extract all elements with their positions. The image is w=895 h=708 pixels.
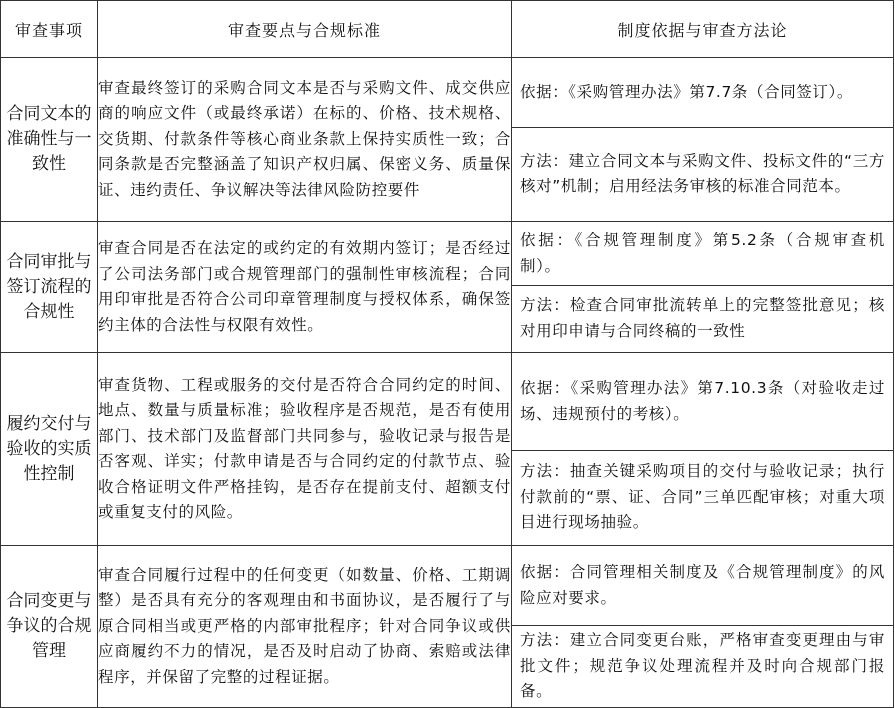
basis-text: 依据：《合规管理制度》第5.2条（合规审查机制）。 bbox=[512, 223, 893, 286]
review-points-cell: 审查货物、工程或服务的交付是否符合合同约定的时间、地点、数量与质量标准；验收程序是否规范，是否有使用部门、技术部门及监督部门共同参与，验收记录与报告是否客观、详实；付款申请是否与合同约定的付款节点、验收合格证明文件严格挂钩，是否存在提前支付、超额支付或重复支付的风险。 bbox=[98, 353, 512, 546]
header-basis-method: 制度依据与审查方法论 bbox=[512, 1, 894, 58]
review-item-cell: 合同文本的准确性与一致性 bbox=[1, 58, 98, 222]
review-points-cell: 审查合同履行过程中的任何变更（如数量、价格、工期调整）是否具有充分的客观理由和书面协议，是否履行了与原合同相当或更严格的内部审批程序；针对合同争议或供应商履约不力的情况，是否及时启动了协商、索赔或法律程序，并保留了完整的过程证据。 bbox=[98, 546, 512, 708]
basis-method-cell bbox=[512, 353, 894, 546]
table-row bbox=[1, 546, 894, 708]
review-points-cell: 审查最终签订的采购合同文本是否与采购文件、成交供应商的响应文件（或最终承诺）在标的、价格、技术规格、交货期、付款条件等核心商业条款上保持实质性一致；合同条款是否完整涵盖了知识产权归属、保密义务、质量保证、违约责任、争议解决等法律风险防控要件 bbox=[98, 58, 512, 222]
method-text: 方法：检查合同审批流转单上的完整签批意见；核对用印申请与合同终稿的一致性 bbox=[520, 296, 885, 340]
basis-method-cell bbox=[512, 546, 894, 708]
header-row bbox=[1, 1, 894, 58]
method-text: 方法：抽查关键采购项目的交付与验收记录；执行付款前的“票、证、合同”三单匹配审核；对重大项目进行现场抽验。 bbox=[520, 462, 885, 532]
basis-method-cell bbox=[512, 222, 894, 353]
basis-text: 依据：合同管理相关制度及《合规管理制度》的风险应对要求。 bbox=[512, 546, 893, 626]
basis-method-cell bbox=[512, 58, 894, 222]
method-text: 方法：建立合同变更台账，严格审查变更理由与审批文件；规范争议处理流程并及时向合规部门报备。 bbox=[520, 631, 885, 700]
review-item-cell: 合同审批与签订流程的合规性 bbox=[1, 222, 98, 353]
header-review-item: 审查事项 bbox=[1, 1, 98, 58]
method-text: 方法：建立合同文本与采购文件、投标文件的“三方核对”机制；启用经法务审核的标准合同范本。 bbox=[520, 151, 885, 195]
review-item-cell: 履约交付与验收的实质性控制 bbox=[1, 353, 98, 546]
basis-text: 依据：《采购管理办法》第7.10.3条（对验收走过场、违规预付的考核）。 bbox=[512, 354, 893, 451]
basis-text: 依据：《采购管理办法》第7.7条（合同签订）。 bbox=[512, 59, 893, 128]
header-review-points: 审查要点与合规标准 bbox=[98, 1, 512, 58]
review-points-cell: 审查合同是否在法定的或约定的有效期内签订；是否经过了公司法务部门或合规管理部门的强制性审核流程；合同用印审批是否符合公司印章管理制度与授权体系，确保签约主体的合法性与权限有效性。 bbox=[98, 222, 512, 353]
table-row bbox=[1, 222, 894, 353]
table-row bbox=[1, 58, 894, 222]
table-row bbox=[1, 353, 894, 546]
review-item-cell: 合同变更与争议的合规管理 bbox=[1, 546, 98, 708]
